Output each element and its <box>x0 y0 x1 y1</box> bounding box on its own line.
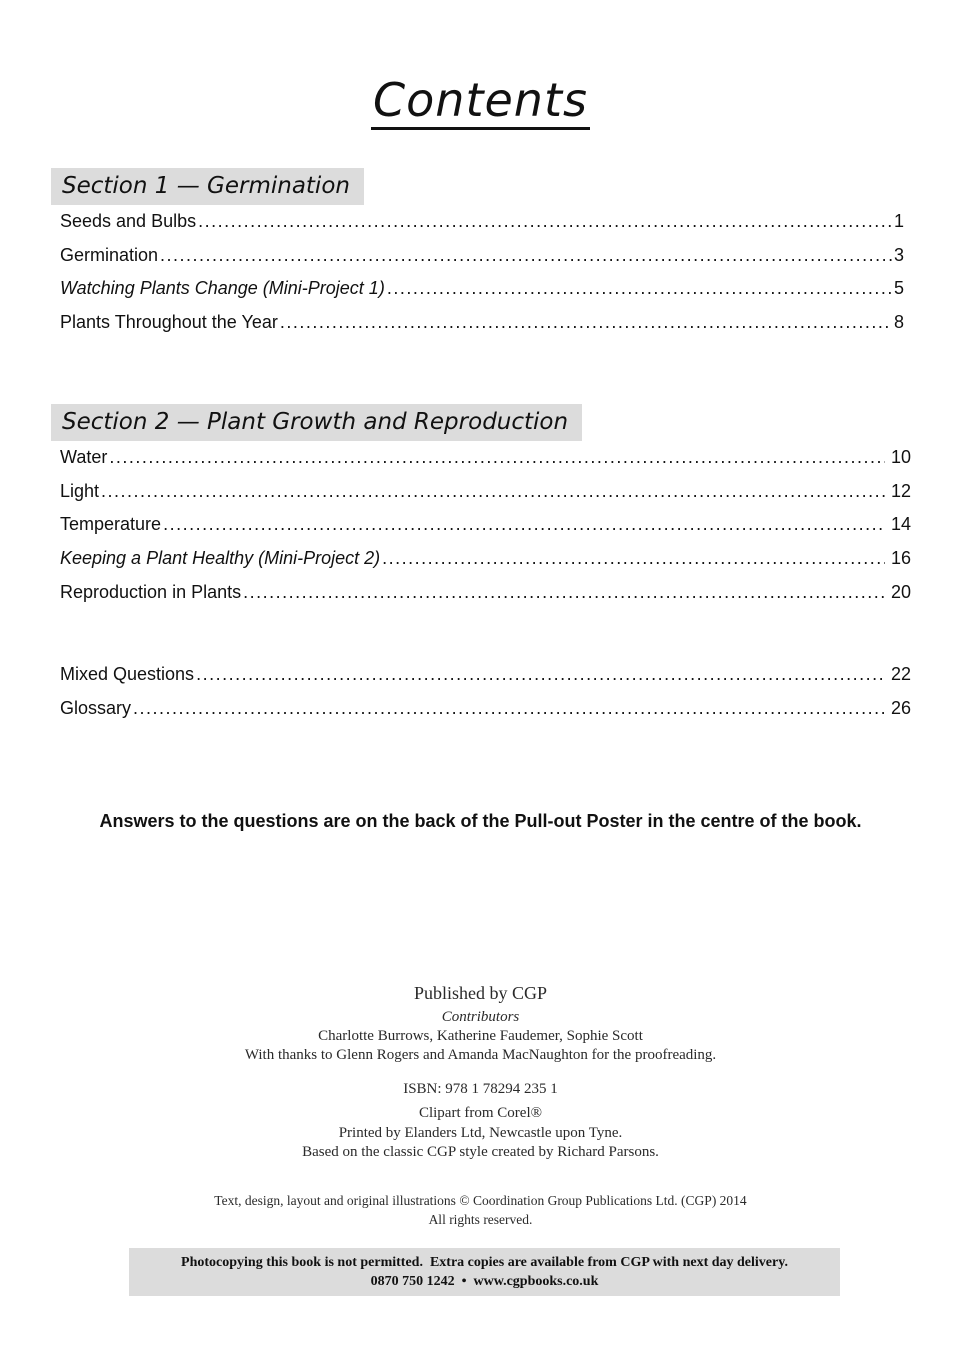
contributors-list: Charlotte Burrows, Katherine Faudemer, Sophie Scott <box>318 1028 643 1044</box>
dot-leader <box>163 514 885 535</box>
toc-entry-page: 14 <box>890 514 911 535</box>
toc-entry[interactable] <box>60 278 904 312</box>
toc-entry[interactable] <box>60 245 904 279</box>
toc-entry-label: Germination <box>60 244 159 265</box>
section-1-heading: Section 1 — Germination <box>51 168 364 205</box>
toc-entry-page: 10 <box>890 447 911 467</box>
dot-leader <box>198 211 892 232</box>
toc-entry[interactable] <box>60 664 911 698</box>
toc-entry-label: Light <box>60 480 100 501</box>
toc-entry-page: 26 <box>890 697 911 718</box>
photocopy-notice <box>129 1248 840 1296</box>
toc-entry-label: Temperature <box>60 514 162 535</box>
published-by: Published by CGP <box>413 983 548 1003</box>
notice-line-2: 0870 750 1242 • www.cgpbooks.co.uk <box>370 1274 599 1289</box>
toc-entry-page: 1 <box>893 211 904 231</box>
dot-leader <box>387 278 892 299</box>
toc-entry[interactable] <box>60 312 904 346</box>
contributors-heading: Contributors <box>441 1009 520 1025</box>
toc-entry[interactable] <box>60 447 911 481</box>
toc-entry[interactable] <box>60 481 911 515</box>
isbn: ISBN: 978 1 78294 235 1 <box>403 1081 558 1097</box>
dot-leader <box>280 312 892 333</box>
clipart-credit: Clipart from Corel® <box>418 1105 543 1121</box>
section-2-toc <box>60 447 911 615</box>
toc-entry-label: Water <box>60 447 108 467</box>
dot-leader <box>160 245 892 266</box>
copyright-line: Text, design, layout and original illustrations © Coordination Group Publications Ltd. (CGP) 2014 <box>214 1193 747 1208</box>
toc-entry[interactable] <box>60 211 904 245</box>
toc-entry-page: 3 <box>893 244 904 265</box>
toc-entry-label: Glossary <box>60 697 132 718</box>
toc-entry[interactable] <box>60 514 911 548</box>
printer-credit: Printed by Elanders Ltd, Newcastle upon Tyne. <box>338 1125 623 1141</box>
style-credit: Based on the classic CGP style created by Richard Parsons. <box>302 1144 659 1160</box>
dot-leader <box>196 664 885 685</box>
toc-entry-label: Watching Plants Change (Mini-Project 1) <box>60 278 385 299</box>
toc-entry[interactable] <box>60 548 911 582</box>
toc-entry-page: 12 <box>890 480 911 501</box>
toc-entry-label: Keeping a Plant Healthy (Mini-Project 2) <box>60 548 381 569</box>
section-2-heading: Section 2 — Plant Growth and Reproduction <box>51 404 582 441</box>
dot-leader <box>243 582 885 603</box>
section-1-toc <box>60 211 904 346</box>
toc-entry-page: 16 <box>890 548 911 569</box>
page-title: Contents <box>0 72 961 128</box>
notice-line-1: Photocopying this book is not permitted. Extra copies are available from CGP with next day delivery. <box>181 1255 788 1270</box>
toc-entry-label: Seeds and Bulbs <box>60 211 197 231</box>
toc-entry-page: 22 <box>890 664 911 684</box>
answers-note: Answers to the questions are on the back of the Pull-out Poster in the centre of the book. <box>99 811 862 831</box>
toc-entry[interactable] <box>60 582 911 616</box>
dot-leader <box>109 447 885 468</box>
dot-leader <box>133 698 885 719</box>
extras-toc <box>60 664 911 731</box>
toc-entry-label: Reproduction in Plants <box>60 581 242 602</box>
toc-entry-label: Mixed Questions <box>60 664 195 684</box>
dot-leader <box>382 548 885 569</box>
toc-entry-page: 8 <box>893 312 904 333</box>
thanks-line: With thanks to Glenn Rogers and Amanda MacNaughton for the proofreading. <box>244 1047 717 1063</box>
toc-entry[interactable] <box>60 698 911 732</box>
toc-entry-label: Plants Throughout the Year <box>60 312 278 333</box>
dot-leader <box>101 481 885 502</box>
toc-entry-page: 5 <box>893 278 904 299</box>
rights-line: All rights reserved. <box>428 1212 533 1227</box>
toc-entry-page: 20 <box>890 581 911 602</box>
